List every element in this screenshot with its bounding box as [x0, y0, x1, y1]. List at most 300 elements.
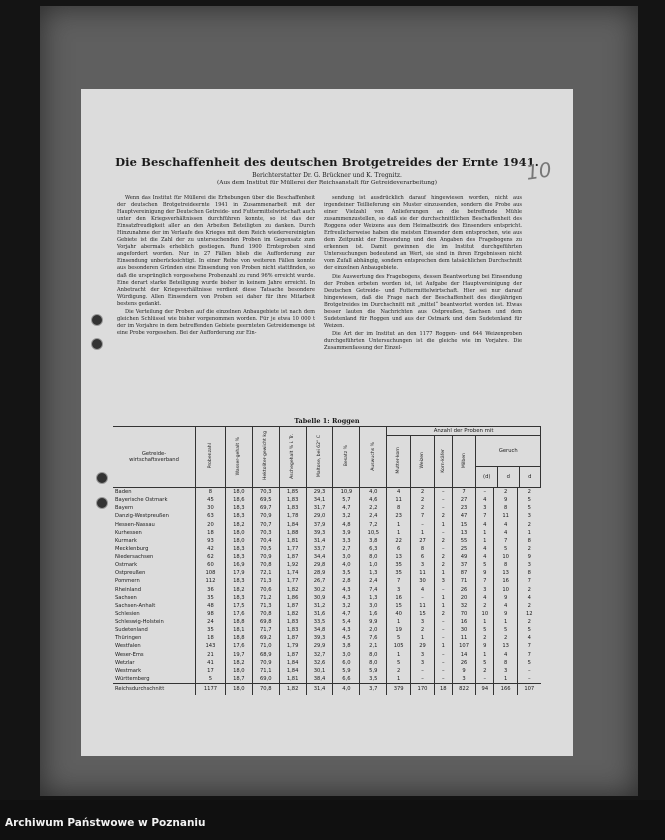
value-cell: 1,88: [279, 529, 306, 537]
value-cell: 7,4: [360, 586, 387, 594]
value-cell: –: [434, 675, 452, 684]
value-cell: 2: [518, 586, 541, 594]
value-cell: 5: [196, 675, 226, 684]
value-cell: 3,0: [333, 553, 360, 561]
value-cell: 31,2: [306, 602, 333, 610]
value-cell: 68,9: [252, 651, 279, 659]
value-cell: 2: [476, 634, 494, 642]
region-cell: Kurmark: [115, 537, 137, 544]
value-cell: 35: [387, 561, 411, 569]
value-cell: 1,82: [279, 610, 306, 618]
value-cell: 22: [387, 537, 411, 545]
value-cell: 2: [434, 561, 452, 569]
value-cell: 5: [387, 634, 411, 642]
punch-hole: [96, 497, 108, 509]
value-cell: 4: [518, 594, 541, 602]
region-cell: Niedersachsen: [115, 554, 154, 560]
value-cell: 5: [518, 659, 541, 667]
value-cell: 1,87: [279, 553, 306, 561]
value-cell: 8: [196, 488, 226, 497]
value-cell: 1,77: [279, 577, 306, 585]
value-cell: 9: [494, 594, 518, 602]
value-cell: 4: [476, 545, 494, 553]
value-cell: –: [476, 675, 494, 684]
document-title: Die Beschaffenheit des deutschen Brotgetreides der Ernte 1941.: [115, 155, 539, 169]
value-cell: 1: [387, 651, 411, 659]
region-cell: Sudetenland: [115, 627, 148, 634]
value-cell: 3: [411, 618, 435, 626]
value-cell: 4: [476, 496, 494, 504]
value-cell: 72,1: [252, 569, 279, 577]
region-cell: Danzig-Westpreußen: [115, 513, 169, 520]
value-cell: 4: [387, 488, 411, 497]
value-cell: 1,82: [279, 684, 306, 696]
value-cell: 2,4: [360, 512, 387, 520]
header-smell-group: [476, 436, 541, 488]
value-cell: 3,8: [333, 642, 360, 650]
value-cell: 3,5: [360, 675, 387, 684]
value-cell: 9: [452, 667, 476, 675]
value-cell: –: [434, 634, 452, 642]
value-cell: 25: [452, 545, 476, 553]
value-cell: 13: [387, 553, 411, 561]
value-cell: 18,1: [225, 626, 252, 634]
punch-hole: [91, 314, 103, 326]
value-cell: 23: [452, 504, 476, 512]
value-cell: –: [434, 651, 452, 659]
value-cell: 8,0: [360, 651, 387, 659]
value-cell: 18,3: [225, 594, 252, 602]
value-cell: 29,9: [306, 642, 333, 650]
value-cell: 18,7: [225, 675, 252, 684]
region-cell: Württemberg: [115, 675, 150, 682]
value-cell: 70,3: [252, 488, 279, 497]
value-cell: 2,0: [360, 626, 387, 634]
value-cell: –: [434, 545, 452, 553]
value-cell: 13: [452, 529, 476, 537]
value-cell: 112: [196, 577, 226, 585]
value-cell: 5: [476, 659, 494, 667]
region-cell: Westmark: [115, 667, 142, 674]
value-cell: 107: [452, 642, 476, 650]
value-cell: 18: [196, 634, 226, 642]
value-cell: 18: [434, 684, 452, 696]
value-cell: 9: [518, 553, 541, 561]
archive-label: Archiwum Państwowe w Poznaniu: [5, 817, 206, 829]
region-cell: Bayern: [115, 505, 134, 512]
region-cell: Sachsen: [115, 594, 137, 601]
value-cell: 4,3: [333, 594, 360, 602]
value-cell: 3: [411, 561, 435, 569]
value-cell: 70,8: [252, 561, 279, 569]
value-cell: 94: [476, 684, 494, 696]
value-cell: 9: [494, 610, 518, 618]
value-cell: 4: [411, 586, 435, 594]
value-cell: 4: [518, 634, 541, 642]
value-cell: 18,3: [225, 545, 252, 553]
value-cell: 17,5: [225, 602, 252, 610]
value-cell: 34,1: [306, 496, 333, 504]
value-cell: 28,9: [306, 569, 333, 577]
paragraph: Die Verteilung der Proben auf die einzelnen Anbaugebiete ist nach dem gleichen Schlüssel wie bisher vorgenommen worden. Für je etwa 10 000 t der im Vorjahre in dem betreffenden Gebiete geernteten Getreidemenge ist eine Probe vorgesehen. Bei der Aufforderung zur Ein-: [117, 308, 315, 336]
value-cell: 26: [452, 586, 476, 594]
value-cell: 62: [196, 553, 226, 561]
value-cell: 26: [452, 659, 476, 667]
value-cell: 822: [452, 684, 476, 696]
value-cell: 71,0: [252, 642, 279, 650]
authors-line: Berichterstatter Dr. G. Brückner und K. Tregnitz.: [252, 172, 402, 179]
value-cell: 4: [494, 651, 518, 659]
table-row: [113, 569, 541, 577]
value-cell: 38,4: [306, 675, 333, 684]
value-cell: 16: [387, 594, 411, 602]
region-cell: Schleswig-Holstein: [115, 619, 164, 625]
value-cell: 1,83: [279, 504, 306, 512]
value-cell: 3,2: [333, 512, 360, 520]
value-cell: 34,8: [306, 626, 333, 634]
value-cell: 2,8: [333, 577, 360, 585]
value-cell: 45: [196, 496, 226, 504]
header-region: Getreide- wirtschaftsverband: [113, 427, 196, 488]
paragraph: Die Auswertung des Fragebogens, dessen Beantwortung bei Einsendung der Proben erbeten worden ist, ist Aufgabe der Hauptvereinigung der Deutschen Getreide- und Futtermittelwirtschaft. Hier sei nur darauf hingewiesen, daß die Frage nach der Beschaffenheit des diesjährigen Brotgetreides im Durchschnitt mit „mittel“ beantwortet worden ist. Etwas besser lauten die Nachrichten aus Ostpreußen, Sachsen und dem Sudetenland für Roggen und aus der Ostmark und dem Sudetenland für Weizen.: [324, 273, 522, 329]
region-cell: Schlesien: [115, 610, 140, 617]
header-col: Korn-käfer: [434, 436, 452, 488]
region-cell: Bayerische Ostmark: [115, 497, 168, 504]
value-cell: 18,2: [225, 659, 252, 667]
value-cell: 30,2: [306, 586, 333, 594]
table-row: [113, 577, 541, 585]
value-cell: 2: [434, 537, 452, 545]
value-cell: 3: [387, 586, 411, 594]
value-cell: 29: [411, 642, 435, 650]
value-cell: 12: [518, 610, 541, 618]
value-cell: 10,5: [360, 529, 387, 537]
value-cell: 2: [518, 488, 541, 497]
value-cell: 4,6: [360, 496, 387, 504]
value-cell: 4,7: [333, 504, 360, 512]
value-cell: 70,3: [252, 529, 279, 537]
value-cell: 32,7: [306, 651, 333, 659]
value-cell: 70,9: [252, 553, 279, 561]
value-cell: 1,82: [279, 586, 306, 594]
value-cell: 4: [476, 521, 494, 529]
rye-data-table: [113, 426, 541, 695]
header-col: Probenzahl: [196, 427, 226, 488]
value-cell: 11: [411, 602, 435, 610]
value-cell: 1,0: [360, 561, 387, 569]
value-cell: 29,8: [306, 561, 333, 569]
value-cell: –: [434, 626, 452, 634]
value-cell: 2: [518, 602, 541, 610]
value-cell: 15: [411, 610, 435, 618]
value-cell: 69,5: [252, 496, 279, 504]
value-cell: 18,6: [225, 496, 252, 504]
value-cell: 2: [411, 488, 435, 497]
header-smell-col: (d): [483, 474, 491, 480]
value-cell: 1: [476, 537, 494, 545]
value-cell: 30: [411, 577, 435, 585]
value-cell: 8: [494, 504, 518, 512]
region-cell: Reichsdurchschnitt: [113, 684, 196, 696]
value-cell: 8,0: [360, 553, 387, 561]
table-row: [113, 529, 541, 537]
value-cell: 70,6: [252, 586, 279, 594]
value-cell: 32: [452, 602, 476, 610]
value-cell: 4,0: [333, 561, 360, 569]
value-cell: 1,3: [360, 569, 387, 577]
value-cell: 6,0: [333, 659, 360, 667]
value-cell: 4: [476, 594, 494, 602]
region-cell: Mecklenburg: [115, 545, 149, 552]
value-cell: 8: [518, 537, 541, 545]
value-cell: 4: [494, 521, 518, 529]
value-cell: 27: [452, 496, 476, 504]
value-cell: 55: [452, 537, 476, 545]
table-row: [113, 642, 541, 650]
value-cell: –: [411, 675, 435, 684]
value-cell: 108: [196, 569, 226, 577]
value-cell: 5: [476, 561, 494, 569]
value-cell: 2: [494, 488, 518, 497]
value-cell: 3: [411, 651, 435, 659]
value-cell: 24: [196, 618, 226, 626]
value-cell: 35: [196, 626, 226, 634]
value-cell: 1,84: [279, 521, 306, 529]
value-cell: 7: [518, 651, 541, 659]
value-cell: –: [434, 667, 452, 675]
region-cell: Ostmark: [115, 562, 138, 569]
value-cell: 15: [452, 521, 476, 529]
value-cell: 15: [387, 602, 411, 610]
value-cell: 13: [494, 569, 518, 577]
institute-line: (Aus dem Institut für Müllerei der Reichsanstalt für Getreideverarbeitung): [217, 180, 437, 186]
value-cell: 1: [476, 651, 494, 659]
value-cell: 70,4: [252, 537, 279, 545]
value-cell: 11: [494, 512, 518, 520]
value-cell: 71: [452, 577, 476, 585]
table-row: [113, 594, 541, 602]
value-cell: 30,1: [306, 667, 333, 675]
region-cell: Rheinland: [115, 586, 142, 593]
punch-hole: [91, 338, 103, 350]
archive-footer-bar: [0, 800, 665, 840]
value-cell: 70,9: [252, 659, 279, 667]
value-cell: 29,3: [306, 488, 333, 497]
paragraph: sendung ist ausdrücklich darauf hingewiesen worden, nicht aus irgendeiner Teillieferung ein Muster einzusenden, sondern die Probe aus einer Vielzahl von Anlieferungen an die betreffende Mühle zusammenzustellen, so daß sie der durchschnittlichen Beschaffenheit des Roggens oder Weizens aus dem Heimatbezirk des Einsenders entspricht. Erfreulicherweise haben die meisten Einsender dem entsprochen, wie aus dem Zeitpunkt der Einsendung und den Angaben des Fragebogens zu erkennen ist. Damit gewinnen die im Institut durchgeführten Untersuchungen bedeutend an Wert, sie sind in ihren Ergebnissen nicht vom Zufall abhängig, sondern entsprechen dem tatsächlichen Durchschnitt der einzelnen Anbaugebiete.: [324, 195, 522, 272]
value-cell: 3,2: [333, 602, 360, 610]
value-cell: 35: [387, 569, 411, 577]
value-cell: 1,78: [279, 512, 306, 520]
value-cell: 1,83: [279, 626, 306, 634]
value-cell: 2,2: [360, 504, 387, 512]
header-col: Weizen: [411, 436, 435, 488]
value-cell: 18,8: [225, 634, 252, 642]
value-cell: 87: [452, 569, 476, 577]
value-cell: 7: [476, 577, 494, 585]
value-cell: 4,8: [333, 521, 360, 529]
header-col: Hektoliter-gewicht kg: [252, 427, 279, 488]
header-col: Auswuchs %: [360, 427, 387, 488]
value-cell: 5,4: [333, 618, 360, 626]
value-cell: 37,9: [306, 521, 333, 529]
value-cell: 1,79: [279, 642, 306, 650]
value-cell: 16: [452, 618, 476, 626]
value-cell: 70,5: [252, 545, 279, 553]
table-body: [113, 488, 541, 696]
value-cell: 1: [518, 529, 541, 537]
table-row: [113, 634, 541, 642]
value-cell: 2: [411, 496, 435, 504]
value-cell: 5: [476, 626, 494, 634]
value-cell: 10: [494, 586, 518, 594]
value-cell: 8: [494, 561, 518, 569]
table-row: [113, 602, 541, 610]
value-cell: 30,9: [306, 594, 333, 602]
value-cell: 2,7: [333, 545, 360, 553]
value-cell: 11: [387, 496, 411, 504]
value-cell: 37: [452, 561, 476, 569]
value-cell: 2: [411, 626, 435, 634]
table-row: [113, 504, 541, 512]
punch-hole: [96, 472, 108, 484]
value-cell: 1,92: [279, 561, 306, 569]
text-column-right: [324, 195, 522, 352]
value-cell: 18,3: [225, 577, 252, 585]
header-col: Milben: [452, 436, 476, 488]
value-cell: 71,2: [252, 594, 279, 602]
table-row: [113, 651, 541, 659]
value-cell: –: [434, 504, 452, 512]
value-cell: 4: [494, 602, 518, 610]
value-cell: 16: [494, 577, 518, 585]
paragraph: Wenn das Institut für Müllerei die Erhebungen über die Beschaffenheit der deutschen Brotgetreideernte 1941 in Zusammenarbeit mit der Hauptvereinigung der Deutschen Getreide- und Futtermittelwirtschaft auch unter den Kriegsverhältnissen durchführen konnte, so ist das der Einsatzfreudigkeit aller an den Arbeiten Beteiligten zu danken. Durch Hinzunahme der im Verlaufe des Krieges mit dem Reich wiedervereinigten Gebiete ist die Zahl der zu untersuchenden Proben im Gegensatz zum Vorjahr abermals erheblich gestiegen. Rund 1900 Ernteproben sind angefordert worden. Nur in 27 Fällen blieb die Aufforderung zur Einsendung unberücksichtigt. In einer Reihe von weiteren Fällen konnte aus besonderen Gründen eine Einsendung von Proben nicht stattfinden, so daß die ursprünglich vorgesehene Probenzahl zu rund 96% erreicht wurde. Eine derart starke Beteiligung wurde bisher in keinem Jahre erreicht. In Anbetracht der Kriegsverhältnisse verdient diese Tatsache besondere Würdigung. Allen Einsendern von Proben sei daher für ihre Mitarbeit bestens gedankt.: [117, 195, 315, 307]
value-cell: 2: [518, 521, 541, 529]
value-cell: 1: [434, 602, 452, 610]
value-cell: 47: [452, 512, 476, 520]
table-row: [113, 537, 541, 545]
value-cell: 1,85: [279, 488, 306, 497]
value-cell: 107: [518, 684, 541, 696]
value-cell: 3: [494, 667, 518, 675]
value-cell: 7: [518, 577, 541, 585]
document-page: [81, 89, 573, 756]
region-cell: Ostpreußen: [115, 570, 146, 577]
table-title: Tabelle 1: Roggen: [294, 417, 360, 425]
value-cell: 2: [434, 610, 452, 618]
value-cell: 5,7: [333, 496, 360, 504]
value-cell: 71,3: [252, 602, 279, 610]
value-cell: 27: [411, 537, 435, 545]
value-cell: 70,8: [252, 610, 279, 618]
value-cell: 18,0: [225, 684, 252, 696]
value-cell: 3: [518, 512, 541, 520]
value-cell: 7: [518, 642, 541, 650]
value-cell: 1: [387, 521, 411, 529]
value-cell: 5: [518, 626, 541, 634]
value-cell: 14: [452, 651, 476, 659]
value-cell: 3: [518, 561, 541, 569]
value-cell: 2: [476, 602, 494, 610]
value-cell: 18,2: [225, 586, 252, 594]
value-cell: 8: [411, 545, 435, 553]
value-cell: 2,4: [360, 577, 387, 585]
value-cell: 18,0: [225, 537, 252, 545]
value-cell: 8: [494, 659, 518, 667]
value-cell: 30: [452, 626, 476, 634]
value-cell: 69,2: [252, 634, 279, 642]
value-cell: 2: [434, 553, 452, 561]
value-cell: 30: [196, 504, 226, 512]
value-cell: 18,8: [225, 618, 252, 626]
value-cell: 3,7: [360, 684, 387, 696]
value-cell: 9,9: [360, 618, 387, 626]
value-cell: 17: [196, 667, 226, 675]
value-cell: 3: [434, 577, 452, 585]
value-cell: 39,3: [306, 634, 333, 642]
value-cell: 16,9: [225, 561, 252, 569]
value-cell: 7: [411, 512, 435, 520]
value-cell: 4: [476, 553, 494, 561]
value-cell: 13: [494, 642, 518, 650]
value-cell: 18,3: [225, 504, 252, 512]
value-cell: 9: [476, 569, 494, 577]
value-cell: 10: [494, 553, 518, 561]
value-cell: 1: [494, 618, 518, 626]
value-cell: 1,3: [360, 594, 387, 602]
value-cell: 31,4: [306, 684, 333, 696]
value-cell: –: [434, 618, 452, 626]
value-cell: 39,3: [306, 529, 333, 537]
value-cell: 49: [452, 553, 476, 561]
value-cell: 5: [494, 626, 518, 634]
value-cell: 1,86: [279, 594, 306, 602]
value-cell: 1,81: [279, 537, 306, 545]
value-cell: 7: [494, 537, 518, 545]
value-cell: 20: [196, 521, 226, 529]
header-col: Besatz %: [333, 427, 360, 488]
value-cell: 6,3: [360, 545, 387, 553]
value-cell: 17,9: [225, 569, 252, 577]
table-row: [113, 610, 541, 618]
value-cell: 3,9: [333, 529, 360, 537]
value-cell: –: [411, 594, 435, 602]
value-cell: 1,84: [279, 667, 306, 675]
value-cell: 41: [196, 659, 226, 667]
table-row: [113, 496, 541, 504]
value-cell: 11: [452, 634, 476, 642]
table-row: [113, 488, 541, 497]
table-row: [113, 545, 541, 553]
value-cell: 18,0: [225, 529, 252, 537]
value-cell: 8: [518, 569, 541, 577]
value-cell: 70,9: [252, 512, 279, 520]
value-cell: 4,5: [333, 634, 360, 642]
value-cell: 18,3: [225, 512, 252, 520]
value-cell: 1: [434, 569, 452, 577]
value-cell: 69,8: [252, 618, 279, 626]
value-cell: 21: [196, 651, 226, 659]
table-row: [113, 521, 541, 529]
value-cell: 1: [411, 634, 435, 642]
value-cell: 1: [387, 618, 411, 626]
value-cell: –: [476, 488, 494, 497]
value-cell: 2,1: [360, 642, 387, 650]
value-cell: 42: [196, 545, 226, 553]
value-cell: 1: [494, 675, 518, 684]
value-cell: 70: [452, 610, 476, 618]
value-cell: 166: [494, 684, 518, 696]
value-cell: 18,0: [225, 667, 252, 675]
